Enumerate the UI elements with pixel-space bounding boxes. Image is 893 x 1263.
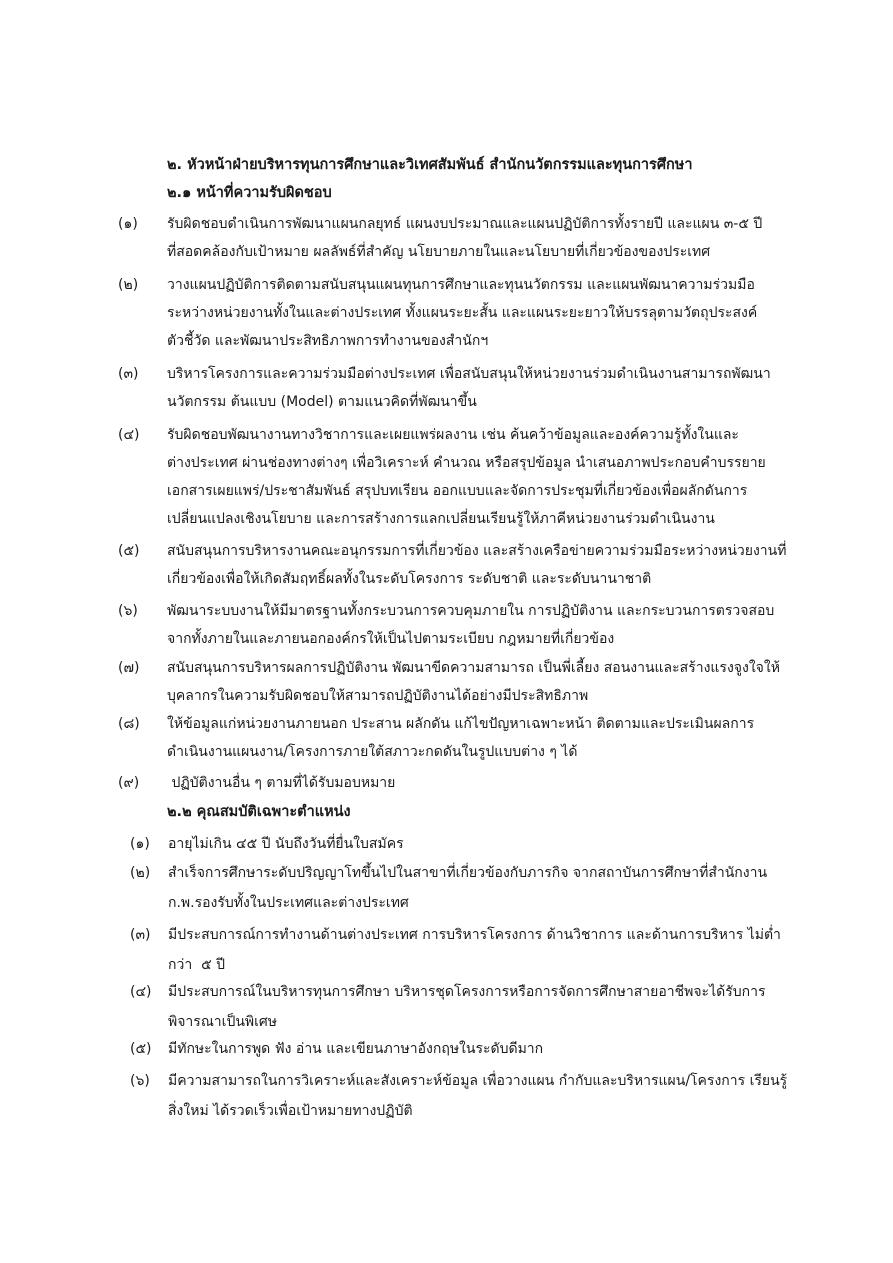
item-number: (๗) xyxy=(118,660,140,676)
item-number: (๘) xyxy=(118,716,140,732)
item-number: (๖) xyxy=(130,1073,150,1089)
item-line: มีประสบการณ์ในบริหารทุนการศึกษา บริหารชุดโครงการหรือการจัดการศึกษาสายอาชีพจะได้รับการ xyxy=(168,984,766,1000)
item-line: ปฏิบัติงานอื่น ๆ ตามที่ได้รับมอบหมาย xyxy=(167,775,396,791)
item-line: กว่า ๕ ปี xyxy=(168,957,226,973)
item-line: ให้ข้อมูลแก่หน่วยงานภายนอก ประสาน ผลักดัน แก้ไขปัญหาเฉพาะหน้า ติดตามและประเมินผลการ xyxy=(167,716,755,732)
item-number: (๖) xyxy=(118,603,138,619)
item-number: (๔) xyxy=(130,984,152,1000)
item-line: ตัวชี้วัด และพัฒนาประสิทธิภาพการทำงานของสำนักฯ xyxy=(167,333,489,349)
item-line: บริหารโครงการและความร่วมมือต่างประเทศ เพื่อสนับสนุนให้หน่วยงานร่วมดำเนินงานสามารถพัฒนา xyxy=(167,366,771,382)
item-line: มีประสบการณ์การทำงานด้านต่างประเทศ การบริหารโครงการ ด้านวิชาการ และด้านการบริหาร ไม่ต่ำ xyxy=(168,927,781,943)
item-number: (๕) xyxy=(130,1041,152,1057)
item-number: (๔) xyxy=(118,427,140,443)
item-number: (๙) xyxy=(118,775,140,791)
subsection-qualifications-title: ๒.๒ คุณสมบัติเฉพาะตำแหน่ง xyxy=(167,804,351,820)
item-line: สิ่งใหม่ ได้รวดเร็วเพื่อเป้าหมายทางปฏิบัติ xyxy=(168,1103,413,1119)
item-line: รับผิดชอบพัฒนางานทางวิชาการและเผยแพร่ผลงาน เช่น ค้นคว้าข้อมูลและองค์ความรู้ทั้งในและ xyxy=(167,427,739,443)
item-line: นวัตกรรม ต้นแบบ (Model) ตามแนวคิดที่พัฒนาขึ้น xyxy=(167,394,477,410)
item-line: วางแผนปฏิบัติการติดตามสนับสนุนแผนทุนการศึกษาและทุนนวัตกรรม และแผนพัฒนาความร่วมมือ xyxy=(167,277,755,293)
item-number: (๑) xyxy=(118,216,138,232)
item-line: สนับสนุนการบริหารผลการปฏิบัติงาน พัฒนาขีดความสามารถ เป็นพี่เลี้ยง สอนงานและสร้างแรงจูงใจให้ xyxy=(167,660,780,676)
item-number: (๕) xyxy=(118,543,140,559)
item-number: (๒) xyxy=(130,865,151,881)
item-line: เกี่ยวข้องเพื่อให้เกิดสัมฤทธิ์ผลทั้งในระดับโครงการ ระดับชาติ และระดับนานาชาติ xyxy=(167,571,652,587)
item-line: ดำเนินงานแผนงาน/โครงการภายใต้สภาวะกดดันในรูปแบบต่าง ๆ ได้ xyxy=(167,744,578,760)
item-line: ระหว่างหน่วยงานทั้งในและต่างประเทศ ทั้งแผนระยะสั้น และแผนระยะยาวให้บรรลุตามวัตถุประสงค์ xyxy=(167,305,758,321)
item-line: จากทั้งภายในและภายนอกองค์กรให้เป็นไปตามระเบียบ กฎหมายที่เกี่ยวข้อง xyxy=(167,631,615,647)
item-number: (๑) xyxy=(130,836,150,852)
item-number: (๓) xyxy=(118,366,139,382)
item-line: ก.พ.รองรับทั้งในประเทศและต่างประเทศ xyxy=(168,895,409,911)
item-line: ที่สอดคล้องกับเป้าหมาย ผลลัพธ์ที่สำคัญ นโยบายภายในและนโยบายที่เกี่ยวข้องของประเทศ xyxy=(167,244,711,260)
item-line: บุคลากรในความรับผิดชอบให้สามารถปฏิบัติงานได้อย่างมีประสิทธิภาพ xyxy=(167,688,589,704)
item-line: เอกสารเผยแพร่/ประชาสัมพันธ์ สรุปบทเรียน ออกแบบและจัดการประชุมที่เกี่ยวข้องเพื่อผลักดันการ xyxy=(167,483,748,499)
item-line: พิจารณาเป็นพิเศษ xyxy=(168,1014,278,1030)
item-line: สนับสนุนการบริหารงานคณะอนุกรรมการที่เกี่ยวข้อง และสร้างเครือข่ายความร่วมมือระหว่างหน่วยงานที่ xyxy=(167,543,787,559)
item-line: ต่างประเทศ ผ่านช่องทางต่างๆ เพื่อวิเคราะห์ คำนวณ หรือสรุปข้อมูล นำเสนอภาพประกอบคำบรรยาย xyxy=(167,455,766,471)
item-line: มีความสามารถในการวิเคราะห์และสังเคราะห์ข้อมูล เพื่อวางแผน กำกับและบริหารแผน/โครงการ เรียนรู้ xyxy=(168,1073,788,1089)
item-line: พัฒนาระบบงานให้มีมาตรฐานทั้งกระบวนการควบคุมภายใน การปฏิบัติงาน และกระบวนการตรวจสอบ xyxy=(167,603,775,619)
item-line: อายุไม่เกิน ๔๕ ปี นับถึงวันที่ยื่นใบสมัคร xyxy=(168,836,404,852)
item-line: สำเร็จการศึกษาระดับปริญญาโทขึ้นไปในสาขาที่เกี่ยวข้องกับภารกิจ จากสถาบันการศึกษาที่สำนักงาน xyxy=(168,865,768,881)
subsection-duties-title: ๒.๑ หน้าที่ความรับผิดชอบ xyxy=(167,185,332,201)
item-number: (๒) xyxy=(118,277,139,293)
item-line: เปลี่ยนแปลงเชิงนโยบาย และการสร้างการแลกเปลี่ยนเรียนรู้ให้ภาคีหน่วยงานร่วมดำเนินงาน xyxy=(167,511,715,527)
item-line: รับผิดชอบดำเนินการพัฒนาแผนกลยุทธ์ แผนงบประมาณและแผนปฏิบัติการทั้งรายปี และแผน ๓-๕ ปี xyxy=(167,216,763,232)
section-title: ๒. หัวหน้าฝ่ายบริหารทุนการศึกษาและวิเทศสัมพันธ์ สำนักนวัตกรรมและทุนการศึกษา xyxy=(167,157,693,173)
item-line: มีทักษะในการพูด ฟัง อ่าน และเขียนภาษาอังกฤษในระดับดีมาก xyxy=(168,1041,544,1057)
item-number: (๓) xyxy=(130,927,151,943)
